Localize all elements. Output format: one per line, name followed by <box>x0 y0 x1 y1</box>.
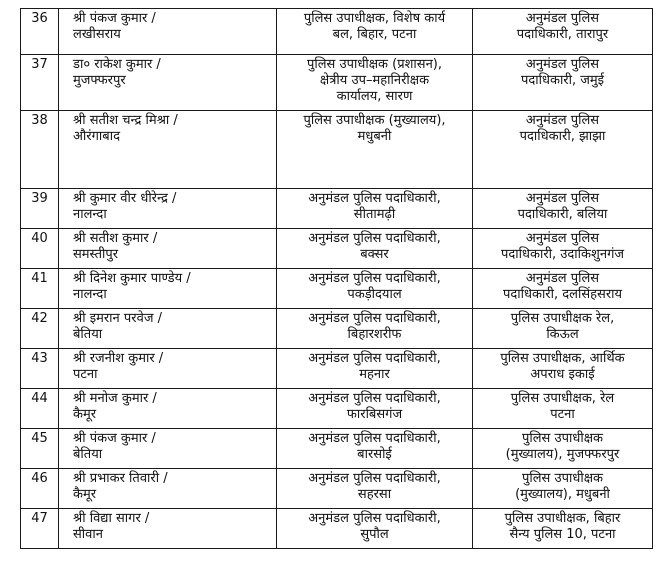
table-row <box>21 55 653 111</box>
serial-number-cell: 42 <box>21 309 59 349</box>
officer-name-cell: श्री सतीश चन्द्र मिश्रा / औरंगाबाद <box>59 111 277 189</box>
table-row <box>21 309 653 349</box>
transfer-table <box>20 8 653 549</box>
table-row <box>21 509 653 549</box>
officer-name-cell: श्री सतीश कुमार / समस्तीपुर <box>59 229 277 269</box>
current-posting-cell: अनुमंडल पुलिस पदाधिकारी, पकड़ीदयाल <box>277 269 473 309</box>
new-posting-cell: पुलिस उपाधीक्षक, रेल पटना <box>473 389 653 429</box>
serial-number-cell: 39 <box>21 189 59 229</box>
officer-name-cell: श्री पंकज कुमार / लखीसराय <box>59 9 277 55</box>
officer-name-cell: श्री इमरान परवेज / बेतिया <box>59 309 277 349</box>
current-posting-cell: पुलिस उपाधीक्षक (मुख्यालय), मधुबनी <box>277 111 473 189</box>
table-row <box>21 389 653 429</box>
serial-number-cell: 44 <box>21 389 59 429</box>
table-row <box>21 349 653 389</box>
table-row <box>21 429 653 469</box>
new-posting-cell: पुलिस उपाधीक्षक रेल, किऊल <box>473 309 653 349</box>
current-posting-cell: पुलिस उपाधीक्षक, विशेष कार्य बल, बिहार, पटना <box>277 9 473 55</box>
officer-name-cell: डा० राकेश कुमार / मुजफ्फरपुर <box>59 55 277 111</box>
current-posting-cell: अनुमंडल पुलिस पदाधिकारी, सुपौल <box>277 509 473 549</box>
new-posting-cell: अनुमंडल पुलिस पदाधिकारी, उदाकिशुनगंज <box>473 229 653 269</box>
serial-number-cell: 43 <box>21 349 59 389</box>
serial-number-cell: 40 <box>21 229 59 269</box>
current-posting-cell: अनुमंडल पुलिस पदाधिकारी, सहरसा <box>277 469 473 509</box>
current-posting-cell: पुलिस उपाधीक्षक (प्रशासन), क्षेत्रीय उप–महानिरीक्षक कार्यालय, सारण <box>277 55 473 111</box>
new-posting-cell: अनुमंडल पुलिस पदाधिकारी, झाझा <box>473 111 653 189</box>
table-row <box>21 9 653 55</box>
table-row <box>21 111 653 189</box>
officer-name-cell: श्री मनोज कुमार / कैमूर <box>59 389 277 429</box>
serial-number-cell: 41 <box>21 269 59 309</box>
new-posting-cell: अनुमंडल पुलिस पदाधिकारी, जमुई <box>473 55 653 111</box>
new-posting-cell: पुलिस उपाधीक्षक (मुख्यालय), मधुबनी <box>473 469 653 509</box>
new-posting-cell: पुलिस उपाधीक्षक, बिहार सैन्य पुलिस 10, पटना <box>473 509 653 549</box>
current-posting-cell: अनुमंडल पुलिस पदाधिकारी, बारसोई <box>277 429 473 469</box>
serial-number-cell: 37 <box>21 55 59 111</box>
current-posting-cell: अनुमंडल पुलिस पदाधिकारी, महनार <box>277 349 473 389</box>
serial-number-cell: 45 <box>21 429 59 469</box>
current-posting-cell: अनुमंडल पुलिस पदाधिकारी, सीतामढ़ी <box>277 189 473 229</box>
table-body <box>21 9 653 549</box>
table-row <box>21 229 653 269</box>
officer-name-cell: श्री कुमार वीर धीरेन्द्र / नालन्दा <box>59 189 277 229</box>
officer-name-cell: श्री विद्या सागर / सीवान <box>59 509 277 549</box>
current-posting-cell: अनुमंडल पुलिस पदाधिकारी, फारबिसगंज <box>277 389 473 429</box>
new-posting-cell: अनुमंडल पुलिस पदाधिकारी, दलसिंहसराय <box>473 269 653 309</box>
table-row <box>21 189 653 229</box>
current-posting-cell: अनुमंडल पुलिस पदाधिकारी, बक्सर <box>277 229 473 269</box>
new-posting-cell: अनुमंडल पुलिस पदाधिकारी, तारापुर <box>473 9 653 55</box>
current-posting-cell: अनुमंडल पुलिस पदाधिकारी, बिहारशरीफ <box>277 309 473 349</box>
serial-number-cell: 47 <box>21 509 59 549</box>
table-row <box>21 269 653 309</box>
officer-name-cell: श्री पंकज कुमार / बेतिया <box>59 429 277 469</box>
serial-number-cell: 46 <box>21 469 59 509</box>
officer-name-cell: श्री प्रभाकर तिवारी / कैमूर <box>59 469 277 509</box>
new-posting-cell: अनुमंडल पुलिस पदाधिकारी, बलिया <box>473 189 653 229</box>
serial-number-cell: 38 <box>21 111 59 189</box>
officer-name-cell: श्री दिनेश कुमार पाण्डेय / नालन्दा <box>59 269 277 309</box>
officer-name-cell: श्री रजनीश कुमार / पटना <box>59 349 277 389</box>
new-posting-cell: पुलिस उपाधीक्षक (मुख्यालय), मुजफ्फरपुर <box>473 429 653 469</box>
table-row <box>21 469 653 509</box>
new-posting-cell: पुलिस उपाधीक्षक, आर्थिक अपराध इकाई <box>473 349 653 389</box>
serial-number-cell: 36 <box>21 9 59 55</box>
